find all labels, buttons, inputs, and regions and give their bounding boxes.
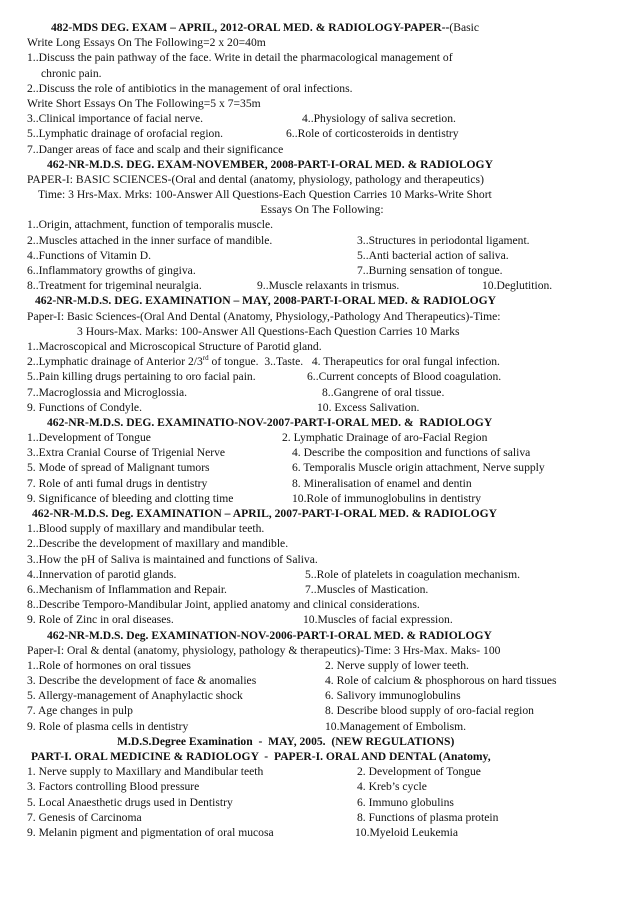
line-text: 2..Discuss the role of antibiotics in the management of oral infections.	[27, 81, 353, 95]
question-item: 5..Pain killing drugs pertaining to oro facial pain.	[27, 370, 256, 384]
question-item: 1. Nerve supply to Maxillary and Mandibular teeth	[27, 765, 264, 779]
question-item: 5..Lymphatic drainage of orofacial region.	[27, 127, 224, 141]
line-text: 2..Lymphatic drainage of Anterior 2/3	[27, 355, 203, 369]
question-row	[27, 369, 617, 384]
heading-text: 462-NR-M.D.S. Deg. EXAMINATION-NOV-2006-PART-I-ORAL MED. & RADIOLOGY	[47, 628, 492, 642]
line-text: Paper-I: Oral & dental (anatomy, physiology, pathology & therapeutics)-Time: 3 Hrs-Max. Maks- 100	[27, 643, 501, 657]
question-item: 5. Allergy-management of Anaphylactic shock	[27, 689, 243, 703]
line-text: PAPER-I: BASIC SCIENCES-(Oral and dental (anatomy, physiology, pathology and therapeutics)	[27, 172, 484, 186]
question-item: 6..Current concepts of Blood coagulation.	[307, 370, 502, 384]
question-row	[27, 445, 617, 460]
line-text: 1..Origin, attachment, function of temporalis muscle.	[27, 218, 273, 232]
question-item: 10.Myeloid Leukemia	[355, 825, 459, 839]
question-line	[27, 536, 617, 551]
heading-text: 462-NR-M.D.S. DEG. EXAMINATION – MAY, 2008-PART-I-ORAL MED. & RADIOLOGY	[35, 294, 496, 308]
question-item: 6. Immuno globulins	[357, 795, 454, 809]
question-item: 7..Burning sensation of tongue.	[357, 264, 503, 277]
question-item: 8. Mineralisation of enamel and dentin	[292, 476, 472, 490]
question-line	[27, 339, 617, 354]
heading-text: 462-NR-M.D.S. DEG. EXAM-NOVEMBER, 2008-PART-I-ORAL MED. & RADIOLOGY	[47, 157, 493, 171]
question-item: 9. Functions of Condyle.	[27, 400, 142, 414]
heading-text: 482-MDS DEG. EXAM – APRIL, 2012-ORAL MED. & RADIOLOGY-PAPER--	[51, 21, 450, 34]
line-text: 7..Danger areas of face and scalp and their significance	[27, 142, 284, 156]
question-item: 3. Factors controlling Blood pressure	[27, 780, 200, 794]
line-text: Essays On The Following:	[260, 203, 384, 217]
question-row	[27, 673, 617, 688]
question-item: 2..Muscles attached in the inner surface of mandible.	[27, 233, 273, 247]
question-row	[27, 460, 617, 475]
line-text-tail: (Basic	[449, 21, 479, 34]
question-item: 10.Role of immunoglobulins in dentistry	[292, 491, 482, 505]
exam-heading	[27, 506, 617, 521]
question-line	[27, 521, 617, 536]
exam-document	[27, 20, 617, 840]
question-line	[27, 597, 617, 612]
question-row	[27, 491, 617, 506]
question-row	[27, 476, 617, 491]
question-row	[27, 612, 617, 627]
question-row	[27, 385, 617, 400]
question-item: 7..Macroglossia and Microglossia.	[27, 385, 188, 399]
question-item: 5. Mode of spread of Malignant tumors	[27, 461, 210, 475]
question-row	[27, 779, 617, 794]
question-item: 4. Describe the composition and functions of saliva	[292, 446, 531, 460]
question-item: 8..Treatment for trigeminal neuralgia.	[27, 279, 202, 293]
question-line	[27, 142, 617, 157]
question-item: 7..Muscles of Mastication.	[305, 582, 429, 596]
question-row	[27, 248, 617, 263]
line-text: chronic pain.	[41, 66, 102, 80]
question-item: 10.Muscles of facial expression.	[303, 613, 453, 627]
question-item: 3..Clinical importance of facial nerve.	[27, 112, 204, 126]
heading-text: PART-I. ORAL MEDICINE & RADIOLOGY - PAPER-I. ORAL AND DENTAL (Anatomy,	[31, 750, 491, 763]
question-item: 10.Deglutition.	[482, 279, 553, 293]
question-item: 3..Structures in periodontal ligament.	[357, 233, 530, 247]
question-item: 3..Extra Cranial Course of Trigenial Nerve	[27, 446, 226, 460]
question-row	[27, 126, 617, 141]
question-item: 3. Describe the development of face & anomalies	[27, 674, 257, 688]
question-item: 6..Mechanism of Inflammation and Repair.	[27, 582, 227, 596]
question-line	[27, 96, 617, 111]
question-line	[27, 643, 617, 658]
question-item: 7. Age changes in pulp	[27, 704, 133, 718]
heading-text: M.D.S.Degree Examination - MAY, 2005. (NEW REGULATIONS)	[117, 734, 455, 748]
question-item: 10.Management of Embolism.	[325, 719, 467, 733]
question-item: 5. Local Anaesthetic drugs used in Dentistry	[27, 795, 233, 809]
line-text: 1..Blood supply of maxillary and mandibular teeth.	[27, 522, 265, 536]
question-row	[27, 400, 617, 415]
question-row	[27, 719, 617, 734]
question-line	[27, 202, 617, 217]
question-line	[27, 324, 617, 339]
question-item: 8. Describe blood supply of oro-facial region	[325, 704, 534, 718]
heading-text: 462-NR-M.D.S. DEG. EXAMINATIO-NOV-2007-PART-I-ORAL MED. & RADIOLOGY	[47, 415, 493, 429]
question-line	[27, 187, 617, 202]
question-item: 5..Anti bacterial action of saliva.	[357, 248, 509, 262]
question-row	[27, 582, 617, 597]
question-item: 2. Nerve supply of lower teeth.	[325, 658, 469, 672]
line-text: 1..Macroscopical and Microscopical Structure of Parotid gland.	[27, 339, 322, 353]
question-row	[27, 810, 617, 825]
line-text-tail: of tongue. 3..Taste. 4. Therapeutics for oral fungal infection.	[208, 355, 500, 369]
question-row	[27, 703, 617, 718]
question-line	[27, 81, 617, 96]
question-row	[27, 825, 617, 840]
question-row	[27, 233, 617, 248]
question-item: 4..Physiology of saliva secretion.	[302, 112, 456, 126]
exam-heading	[27, 734, 617, 749]
line-text: Write Long Essays On The Following=2 x 20=40m	[27, 36, 266, 50]
question-item: 9. Significance of bleeding and clotting time	[27, 491, 234, 505]
question-row	[27, 430, 617, 445]
exam-heading	[27, 628, 617, 643]
exam-heading	[27, 293, 617, 308]
question-item: 5..Role of platelets in coagulation mechanism.	[305, 567, 521, 581]
question-item: 9. Role of plasma cells in dentistry	[27, 719, 189, 733]
question-row	[27, 795, 617, 810]
exam-heading	[27, 20, 617, 35]
exam-heading	[27, 415, 617, 430]
question-row	[27, 688, 617, 703]
question-item: 1..Role of hormones on oral tissues	[27, 658, 191, 672]
question-item: 7. Role of anti fumal drugs in dentistry	[27, 476, 208, 490]
superscript: rd	[202, 354, 209, 363]
question-item: 6. Temporalis Muscle origin attachment, Nerve supply	[292, 461, 545, 475]
question-item: 10. Excess Salivation.	[317, 400, 420, 414]
line-text: Paper-I: Basic Sciences-(Oral And Dental (Anatomy, Physiology,-Pathology And Therapeutics)-Time:	[27, 309, 501, 323]
question-row	[27, 764, 617, 779]
question-row	[27, 111, 617, 126]
question-line	[27, 50, 617, 65]
exam-heading	[27, 749, 617, 764]
question-item: 7. Genesis of Carcinoma	[27, 810, 142, 824]
line-text: Time: 3 Hrs-Max. Mrks: 100-Answer All Questions-Each Question Carries 10 Marks-Write Short	[38, 188, 492, 202]
line-text: 8..Describe Temporo-Mandibular Joint, applied anatomy and clinical considerations.	[27, 598, 420, 612]
question-line	[27, 552, 617, 567]
question-item: 8..Gangrene of oral tissue.	[322, 385, 445, 399]
heading-text: 462-NR-M.D.S. Deg. EXAMINATION – APRIL, 2007-PART-I-ORAL MED. & RADIOLOGY	[32, 507, 498, 520]
question-item: 8. Functions of plasma protein	[357, 810, 499, 824]
question-item: 2. Lymphatic Drainage of aro-Facial Region	[282, 431, 488, 445]
line-text: 3..How the pH of Saliva is maintained and functions of Saliva.	[27, 552, 318, 566]
question-line	[27, 35, 617, 50]
question-row	[27, 658, 617, 673]
line-text: Write Short Essays On The Following=5 x 7=35m	[27, 96, 261, 110]
question-item: 4..Functions of Vitamin D.	[27, 248, 152, 262]
question-item: 4. Role of calcium & phosphorous on hard tissues	[325, 674, 557, 688]
question-item: 1..Development of Tongue	[27, 431, 151, 445]
question-item: 6..Role of corticosteroids in dentistry	[286, 127, 459, 141]
question-item: 6. Salivory immunoglobulins	[325, 689, 461, 703]
question-line	[27, 217, 617, 232]
exam-heading	[27, 157, 617, 172]
question-row	[27, 263, 617, 278]
question-line	[27, 172, 617, 187]
question-item: 9. Melanin pigment and pigmentation of oral mucosa	[27, 825, 274, 839]
question-line	[27, 66, 617, 81]
question-item: 6..Inflammatory growths of gingiva.	[27, 264, 196, 277]
question-item: 9..Muscle relaxants in trismus.	[257, 279, 400, 293]
line-text: 3 Hours-Max. Marks: 100-Answer All Questions-Each Question Carries 10 Marks	[77, 324, 460, 338]
question-line	[27, 309, 617, 324]
question-item: 4. Kreb’s cycle	[357, 780, 427, 794]
question-item: 2. Development of Tongue	[357, 765, 481, 779]
question-row	[27, 278, 617, 293]
question-item: 4..Innervation of parotid glands.	[27, 567, 177, 581]
question-row	[27, 567, 617, 582]
line-text: 1..Discuss the pain pathway of the face. Write in detail the pharmacological management of	[27, 51, 453, 65]
question-item: 9. Role of Zinc in oral diseases.	[27, 613, 174, 627]
line-text: 2..Describe the development of maxillary and mandible.	[27, 537, 289, 551]
question-line	[27, 354, 617, 369]
